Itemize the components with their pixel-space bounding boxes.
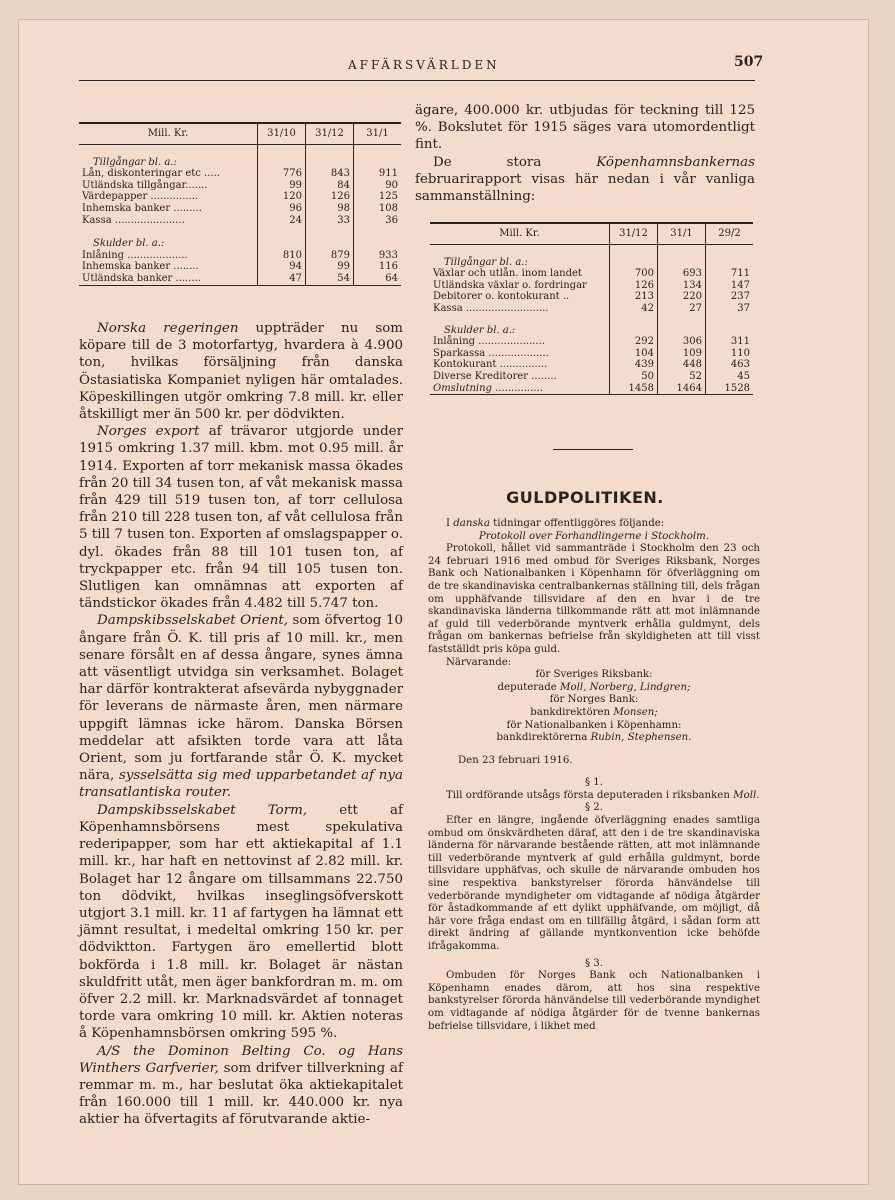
article-norges-export: Norges export af trävaror utgjorde under 1915 omkring 1.37 mill. kbm. mot 0.95 mill. år 1914. Exporten af torr mekanisk massa ökades från 20 till 34 tusen ton, af våt mekanisk massa från 429 till 519 tusen ton, af torr cellulosa från 210 till 228 tusen ton, af våt cellulosa från 5 till 7 tusen ton. Exporten af omslagspapper o. dyl. ökades från 88 till 101 tusen ton, af tryckpapper etc. från 94 till 105 tusen ton. Slutligen kan omnämnas att exporten af tändstickor ökades från 4.482 till 5.747 ton. <box>79 424 403 612</box>
table-row: Utländska banker ........ 47 54 64 <box>79 273 401 285</box>
article-kopenhamn: De stora Köpenhamnsbankernas februarirapport visas här nedan i vår vanliga sammanställning: <box>415 154 755 205</box>
section-heading: Skulder bl. a.: <box>93 238 165 250</box>
balance-table-right <box>430 222 753 395</box>
guld-line: bankdirektörerna Rubin, Stephensen. <box>496 732 692 744</box>
table-header-cell: 31/1 <box>658 223 706 244</box>
guld-section-2: Efter en längre, ingående öfverläggning enades samtliga ombud om önskvärdheten däraf, att den i de tre skandinaviska länderna för närvarande bestående rätten, att mot inlämnande till vederbörande myntverk af guld erhålla guldmynt, borde tillsvidare upphäfvas, och skulle de närvarande ombuden hos sine respektiva bankstyrelser förorda hänvändelse till vederbörande myndigheter om vidtagande af nödiga åtgärder för åstadkommande af ett dylikt upphäfvande, om möjligt, då här vore fråga endast om en tillfällig åtgärd, i sådan form att direkt ändring af gällande myntkonvention icke behöfde ifrågakomma. <box>428 815 760 952</box>
table-row: Kassa .......................... 42 27 37 <box>430 303 753 315</box>
guld-line: för Nationalbanken i Köpenhamn: <box>506 719 682 731</box>
table-header-cell: 29/2 <box>706 223 754 244</box>
guld-line: för Norges Bank: <box>549 694 639 706</box>
table-row: Sparkassa ................... 104 109 110 <box>430 348 753 360</box>
header-rule <box>79 80 755 81</box>
table-header-cell: 31/1 <box>354 123 402 144</box>
guld-section-head: § 2. <box>584 802 604 814</box>
guld-section-1: Till ordförande utsågs första deputeraden i riksbanken Moll. <box>446 789 760 801</box>
right-column-top <box>415 102 755 205</box>
table-header-cell: 31/12 <box>610 223 658 244</box>
table-row: Kontokurant ............... 439 448 463 <box>430 359 753 371</box>
guld-line: bankdirektören Monsen; <box>530 706 658 718</box>
guld-date: Den 23 februari 1916. <box>458 754 573 766</box>
guld-subtitle: Protokoll over Forhandlingerne i Stockholm. <box>478 530 710 542</box>
table-row: Utländska växlar o. fordringar 126 134 147 <box>430 280 753 292</box>
guld-present: Närvarande: <box>446 656 512 668</box>
table-header-cell: Mill. Kr. <box>79 123 258 144</box>
guldpolitiken-heading: GULDPOLITIKEN. <box>506 488 664 507</box>
guld-protocol: Protokoll, hållet vid sammanträde i Stockholm den 23 och 24 februari 1916 med ombud för Sveriges Riksbank, Norges Bank och Nationalbanken i Köpenhamn för öfverläggning om de tre skandinaviska centralbankernas ställning till, dels frågan om upphäfvande tillsvidare af den en hvar i de tre skandinaviska länderna tillkommande rätt att mot inlämnande af guld till vederbörande myntverk erhålla guldmynt, dels frågan om bankernas befrielse från skyldigheten att till visst fastställdt pris köpa guld. <box>428 543 760 655</box>
table-row: Diverse Kreditorer ........ 50 52 45 <box>430 371 753 383</box>
table-row: Utländska tillgångar....... 99 84 90 <box>79 180 401 192</box>
article-torm: Dampskibsselskabet Torm, ett af Köpenhamnsbörsens mest spekulativa rederipapper, som har ett aktiekapital af 1.1 mill. kr., har haft en nettovinst af 2.82 mill. kr. Bolaget har 12 ångare om tillsammans 22.750 ton dödvikt, hvilkas inseglingsöfverskott utgjort 3.1 mill. kr. 11 af fartygen ha lämnat ett jämnt resultat, i medeltal omkring 150 kr. per dödviktton. Fartygen äro emellertid blott bokförda i 1.8 mill. kr. Bolaget är nästan skuldfritt utåt, men äger bankfordran m. m. om öfver 2.2 mill. kr. Marknadsvärdet af tonnaget torde vara omkring 10 mill. kr. Aktien noteras å Köpenhamnsbörsen omkring 595 %. <box>79 802 403 1042</box>
table-row: Omslutning ............... 1458 1464 1528 <box>430 383 753 395</box>
table-row: Inlåning ................... 810 879 933 <box>79 250 401 262</box>
section-heading: Tillgångar bl. a.: <box>444 256 528 268</box>
guld-line: deputerade Moll, Norberg, Lindgren; <box>497 681 691 693</box>
article-dominon-cont: ägare, 400.000 kr. utbjudas för teckning till 125 %. Bokslutet för 1915 säges vara utomordentligt fint. <box>415 103 755 153</box>
page-number: 507 <box>734 54 764 70</box>
guld-section-3: Ombuden för Norges Bank och Nationalbanken i Köpenhamn enades därom, att hos sina respektive bankstyrelser förorda hänvändelse till vederbörande myndighet om vidtagande af nödiga åtgärder för de tvenne bankernas befrielse tillsvidare, i likhet med <box>428 970 760 1032</box>
left-column <box>79 320 403 1129</box>
table-row: Kassa ...................... 24 33 36 <box>79 215 401 227</box>
section-heading: Skulder bl. a.: <box>444 324 516 336</box>
journal-title: AFFÄRSVÄRLDEN <box>348 58 500 72</box>
table-header-cell: Mill. Kr. <box>430 223 610 244</box>
balance-table-left <box>79 122 401 286</box>
table-left <box>79 122 401 286</box>
article-orient: Dampskibsselskabet Orient, som öfvertog 10 ångare från Ö. K. till pris af 10 mill. kr., men senare försålt en af dessa ångare, synes ämna att väsentligt utvidga sin verksamhet. Bolaget har därför kontrakterat afsevärda nybyggnader för leverans de närmaste åren, men närmare uppgift lämnas icke härom. Danska Börsen meddelar att afsikten torde vara att låta Orient, som ju fortfarande står Ö. K. mycket nära, sysselsätta sig med upparbetandet af nya transatlantiska router. <box>79 613 404 801</box>
table-row: Värdepapper ............... 120 126 125 <box>79 191 401 203</box>
article-dominon: A/S the Dominon Belting Co. og Hans Winthers Garfverier, som drifver tillverkning af remmar m. m., har beslutat öka aktiekapitalet från 160.000 till 1 mill. kr. 440.000 kr. nya aktier ha öfvertagits af förutvarande aktie- <box>79 1043 403 1128</box>
table-header-cell: 31/12 <box>306 123 354 144</box>
table-header-cell: 31/10 <box>258 123 306 144</box>
page-header <box>18 54 867 78</box>
article-norska: Norska regeringen uppträder nu som köpare till de 3 motorfartyg, hvardera à 4.900 ton, hvilkas försäljning från danska Östasiatiska Kompaniet nyligen här omtalades. Köpeskillingen utgör omkring 7.8 mill. kr. eller åtskilligt mer än 500 kr. per dödvikten. <box>79 321 403 423</box>
guld-section-head: § 1. <box>584 777 604 789</box>
table-row: Debitorer o. kontokurant .. 213 220 237 <box>430 291 753 303</box>
table-right <box>430 222 753 395</box>
guld-section-head: § 3. <box>584 957 604 969</box>
table-row: Inhemska banker ........ 94 99 116 <box>79 261 401 273</box>
table-row: Lån, diskonteringar etc ..... 776 843 911 <box>79 168 401 180</box>
table-row: Växlar och utlån. inom landet 700 693 711 <box>430 268 753 280</box>
table-row: Inhemska banker ......... 96 98 108 <box>79 203 401 215</box>
section-heading: Tillgångar bl. a.: <box>93 156 177 168</box>
table-row: Inlåning ..................... 292 306 311 <box>430 336 753 348</box>
guld-intro: I danska tidningar offentliggöres följande: <box>446 518 665 529</box>
guld-line: för Sveriges Riksbank: <box>535 669 653 681</box>
section-divider <box>553 449 633 450</box>
guldpolitiken-body <box>428 518 760 1033</box>
